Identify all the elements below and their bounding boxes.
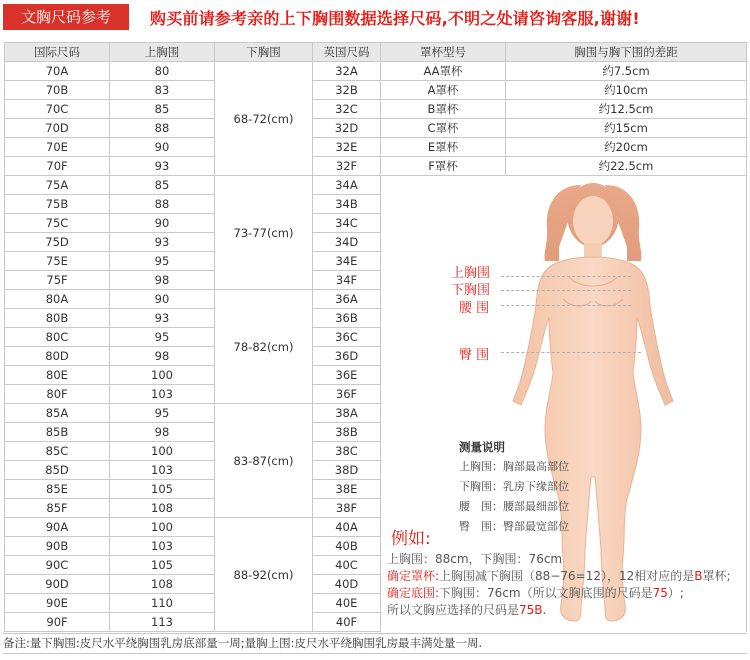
cell-uk-size: 40A [313,518,381,537]
cell-cup: E罩杯 [381,138,506,157]
cell-difference: 约12.5cm [506,100,747,119]
cup-label: 确定罩杯: [387,569,440,583]
cell-upper-bust: 93 [110,157,215,176]
cell-uk-size: 38C [313,442,381,461]
cell-intl-size: 85C [5,442,110,461]
cell-difference: 约15cm [506,119,747,138]
example-line-3: 确定底围:下胸围：76cm（所以文胸底围的尺码是75）; [387,586,684,600]
cell-uk-size: 34B [313,195,381,214]
cell-uk-size: 40E [313,594,381,613]
cell-intl-size: 90E [5,594,110,613]
cell-uk-size: 32F [313,157,381,176]
cell-uk-size: 40B [313,537,381,556]
cell-upper-bust: 85 [110,176,215,195]
cell-cup: AA罩杯 [381,62,506,81]
cell-uk-size: 34A [313,176,381,195]
cell-uk-size: 36B [313,309,381,328]
cell-under-bust: 88-92(cm) [215,518,313,632]
cell-intl-size: 85A [5,404,110,423]
cell-under-bust: 78-82(cm) [215,290,313,404]
cell-intl-size: 90A [5,518,110,537]
label-under-bust: 下胸围 [451,283,491,298]
note-hip: 臀 围：臀部最宽部位 [459,520,569,533]
cell-upper-bust: 103 [110,385,215,404]
cell-upper-bust: 100 [110,442,215,461]
col-header-upper-bust: 上胸围 [110,43,215,62]
cell-intl-size: 80D [5,347,110,366]
note-waist: 腰 围：腰部最细部位 [459,500,569,513]
cell-difference: 约22.5cm [506,157,747,176]
hip-guide [501,352,641,353]
cell-upper-bust: 103 [110,461,215,480]
note-upper-bust: 上胸围：胸部最高部位 [459,460,569,473]
cell-uk-size: 32D [313,119,381,138]
cell-upper-bust: 98 [110,271,215,290]
cell-uk-size: 38F [313,499,381,518]
cell-uk-size: 32B [313,81,381,100]
cell-intl-size: 70D [5,119,110,138]
cell-intl-size: 75D [5,233,110,252]
cup-result: B [694,569,703,583]
cell-intl-size: 70B [5,81,110,100]
cell-intl-size: 85D [5,461,110,480]
cell-upper-bust: 105 [110,556,215,575]
cell-intl-size: 80C [5,328,110,347]
cell-upper-bust: 110 [110,594,215,613]
note-under-bust: 下胸围：乳房下缘部位 [459,480,569,493]
cell-upper-bust: 88 [110,119,215,138]
cell-uk-size: 38D [313,461,381,480]
cell-difference: 约10cm [506,81,747,100]
table-row [5,100,747,119]
under-bust-guide [501,290,631,291]
cell-uk-size: 36D [313,347,381,366]
cell-uk-size: 36A [313,290,381,309]
cell-intl-size: 70C [5,100,110,119]
cell-upper-bust: 90 [110,138,215,157]
cell-intl-size: 90D [5,575,110,594]
cell-uk-size: 34D [313,233,381,252]
cell-uk-size: 38A [313,404,381,423]
cell-upper-bust: 80 [110,62,215,81]
band-label: 确定底围: [387,586,440,600]
cell-upper-bust: 85 [110,100,215,119]
example-line-2: 确定罩杯:上胸围减下胸围（88−76=12），12相对应的是B罩杯; [387,569,731,583]
purchase-notice: 购买前请参考亲的上下胸围数据选择尺码,不明之处请咨询客服,谢谢! [150,9,640,28]
cell-uk-size: 36C [313,328,381,347]
footer-note: 备注:量下胸围:皮尺水平绕胸围乳房底部量一周;量胸上围:皮尺水平绕胸围乳房最丰满处量一周. [3,633,747,654]
upper-bust-guide [501,276,631,277]
cell-uk-size: 38E [313,480,381,499]
table-row [5,119,747,138]
cell-under-bust: 68-72(cm) [215,62,313,176]
col-header-under-bust: 下胸围 [215,43,313,62]
cell-intl-size: 80E [5,366,110,385]
cell-cup: F罩杯 [381,157,506,176]
cell-intl-size: 70A [5,62,110,81]
example-line-1: 上胸围：88cm，下胸围：76cm [387,552,563,566]
waist-guide [501,305,631,306]
cell-intl-size: 85E [5,480,110,499]
table-row [5,81,747,100]
table-row [5,62,747,81]
notes-title: 测量说明 [459,440,505,454]
cell-intl-size: 70E [5,138,110,157]
example-title: 例如: [391,529,431,549]
cell-uk-size: 36E [313,366,381,385]
example-line-4: 所以文胸应选择的尺码是75B. [387,603,547,617]
cell-uk-size: 34C [313,214,381,233]
cell-cup: B罩杯 [381,100,506,119]
cell-under-bust: 73-77(cm) [215,176,313,290]
cell-upper-bust: 98 [110,347,215,366]
cell-intl-size: 90F [5,613,110,632]
cell-uk-size: 32C [313,100,381,119]
cell-intl-size: 80B [5,309,110,328]
cell-intl-size: 80A [5,290,110,309]
table-row [5,138,747,157]
measurement-notes [459,437,569,537]
cell-uk-size: 34F [313,271,381,290]
cell-intl-size: 85B [5,423,110,442]
cell-intl-size: 75E [5,252,110,271]
cell-upper-bust: 113 [110,613,215,632]
col-header-difference: 胸围与胸下围的差距 [506,43,747,62]
cell-intl-size: 90C [5,556,110,575]
label-hip: 臀 围 [459,348,490,363]
cell-uk-size: 32A [313,62,381,81]
cell-upper-bust: 95 [110,252,215,271]
col-header-cup: 罩杯型号 [381,43,506,62]
col-header-intl-size: 国际尺码 [5,43,110,62]
page-header [0,0,750,40]
cell-uk-size: 40C [313,556,381,575]
cell-uk-size: 34E [313,252,381,271]
cell-intl-size: 75B [5,195,110,214]
cell-upper-bust: 98 [110,423,215,442]
cell-intl-size: 70F [5,157,110,176]
cell-upper-bust: 95 [110,404,215,423]
cell-difference: 约7.5cm [506,62,747,81]
cell-upper-bust: 88 [110,195,215,214]
cell-under-bust: 83-87(cm) [215,404,313,518]
band-result: 75 [652,586,668,600]
cell-uk-size: 40F [313,613,381,632]
cell-uk-size: 36F [313,385,381,404]
cell-upper-bust: 90 [110,214,215,233]
col-header-uk-size: 英国尺码 [313,43,381,62]
cell-upper-bust: 95 [110,328,215,347]
cell-upper-bust: 93 [110,309,215,328]
table-row [5,157,747,176]
cell-uk-size: 38B [313,423,381,442]
cell-intl-size: 90B [5,537,110,556]
cell-uk-size: 40D [313,575,381,594]
cell-upper-bust: 105 [110,480,215,499]
label-upper-bust: 上胸围 [451,266,491,281]
cell-intl-size: 75A [5,176,110,195]
cell-upper-bust: 108 [110,575,215,594]
size-result: 75B [519,603,543,617]
cell-upper-bust: 83 [110,81,215,100]
table-header-row [5,43,747,62]
cell-intl-size: 75C [5,214,110,233]
cell-cup: C罩杯 [381,119,506,138]
cell-upper-bust: 108 [110,499,215,518]
body-measurement-figure [383,177,745,633]
cell-uk-size: 32E [313,138,381,157]
cell-upper-bust: 100 [110,518,215,537]
cell-cup: A罩杯 [381,81,506,100]
example-box [387,527,745,619]
label-waist: 腰 围 [459,301,490,316]
cell-upper-bust: 100 [110,366,215,385]
cell-intl-size: 85F [5,499,110,518]
cell-intl-size: 80F [5,385,110,404]
cell-upper-bust: 103 [110,537,215,556]
cell-upper-bust: 90 [110,290,215,309]
page-title-tab: 文胸尺码参考 [3,4,129,30]
cell-upper-bust: 93 [110,233,215,252]
cell-intl-size: 75F [5,271,110,290]
cell-difference: 约20cm [506,138,747,157]
